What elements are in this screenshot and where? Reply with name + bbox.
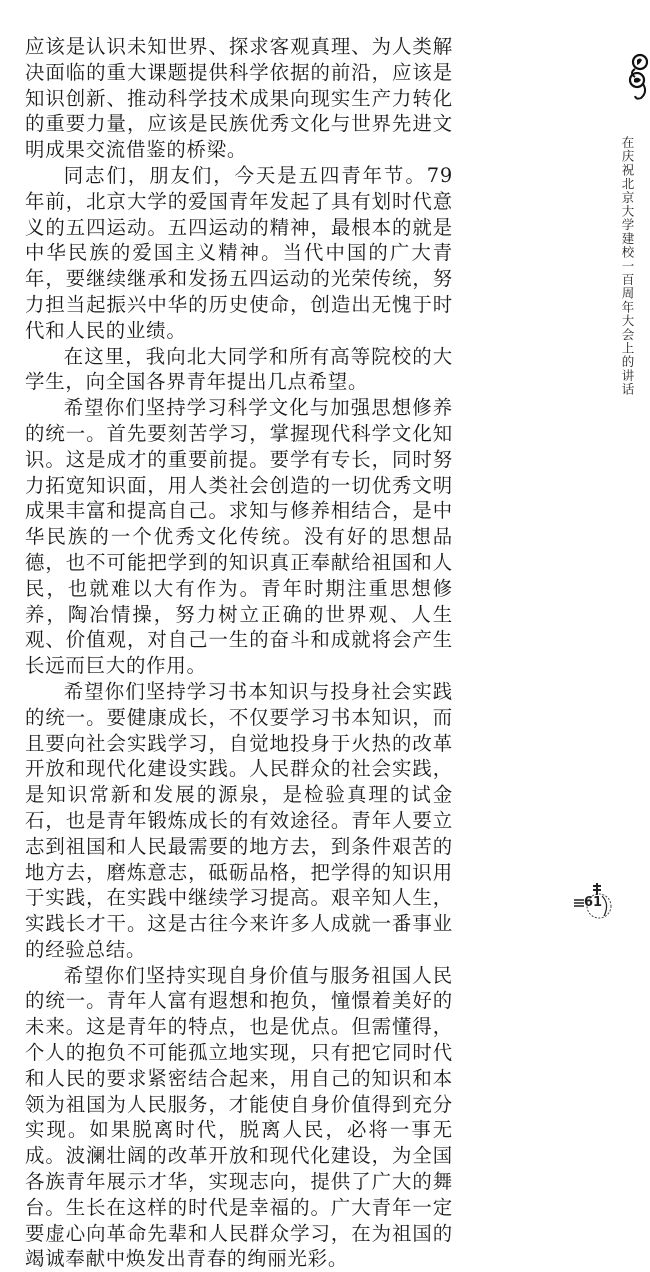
page-number-ornament: [572, 878, 622, 928]
flourish-ornament-icon: [626, 52, 650, 102]
running-head: 在庆祝北京大学建校一百周年大会上的讲话: [620, 136, 635, 397]
paragraph-6: 希望你们坚持实现自身价值与服务祖国人民的统一。青年人富有遐想和抱负，憧憬着美好的未来。这是青年的特点，也是优点。但需懂得，个人的抱负不可能孤立地实现，只有把它同时代和人民的要求紧密结合起来，用自己的知识和本领为祖国为人民服务，才能使自身价值得到充分实现。如果脱离时代，脱离人民，必将一事无成。波澜壮阔的改革开放和现代化建设，为全国各族青年展示才华，实现志向，提供了广大的舞台。生长在这样的时代是幸福的。广大青年一定要虚心向革命先辈和人民群众学习，在为祖国的竭诚奉献中焕发出青春的绚丽光彩。: [25, 963, 453, 1271]
paragraph-2: 同志们，朋友们，今天是五四青年节。79 年前，北京大学的爱国青年发起了具有划时代意义的五四运动。五四运动的精神，最根本的就是中华民族的爱国主义精神。当代中国的广大青年，要继续继承和发扬五四运动的光荣传统，努力担当起振兴中华的历史使命，创造出无愧于时代和人民的业绩。: [25, 163, 453, 342]
page-number: 61: [584, 895, 603, 910]
paragraph-5: 希望你们坚持学习书本知识与投身社会实践的统一。要健康成长，不仅要学习书本知识，而且要向社会实践学习，自觉地投身于火热的改革开放和现代化建设实践。人民群众的社会实践，是知识常新和发展的源泉，是检验真理的试金石，也是青年锻炼成长的有效途径。青年人要立志到祖国和人民最需要的地方去，到条件艰苦的地方去，磨炼意志，砥砺品格，把学得的知识用于实践，在实践中继续学习提高。艰辛知人生，实践长才干。这是古往今来许多人成就一番事业的经验总结。: [25, 679, 453, 961]
paragraph-3: 在这里，我向北大同学和所有高等院校的大学生，向全国各界青年提出几点希望。: [25, 344, 453, 394]
paragraph-1: 应该是认识未知世界、探求客观真理、为人类解决面临的重大课题提供科学依据的前沿，应该是知识创新、推动科学技术成果向现实生产力转化的重要力量，应该是民族优秀文化与世界先进文明成果交流借鉴的桥梁。: [25, 35, 453, 162]
page-body-text: [25, 34, 453, 1272]
paragraph-4: 希望你们坚持学习科学文化与加强思想修养的统一。首先要刻苦学习，掌握现代科学文化知识。这是成才的重要前提。要学有专长，同时努力拓宽知识面，用人类社会创造的一切优秀文明成果丰富和提高自己。求知与修养相结合，是中华民族的一个优秀文化传统。没有好的思想品德，也不可能把学到的知识真正奉献给祖国和人民，也就难以大有作为。青年时期注重思想修养，陶冶情操，努力树立正确的世界观、人生观、价值观，对自己一生的奋斗和成就将会产生长远而巨大的作用。: [25, 396, 453, 678]
